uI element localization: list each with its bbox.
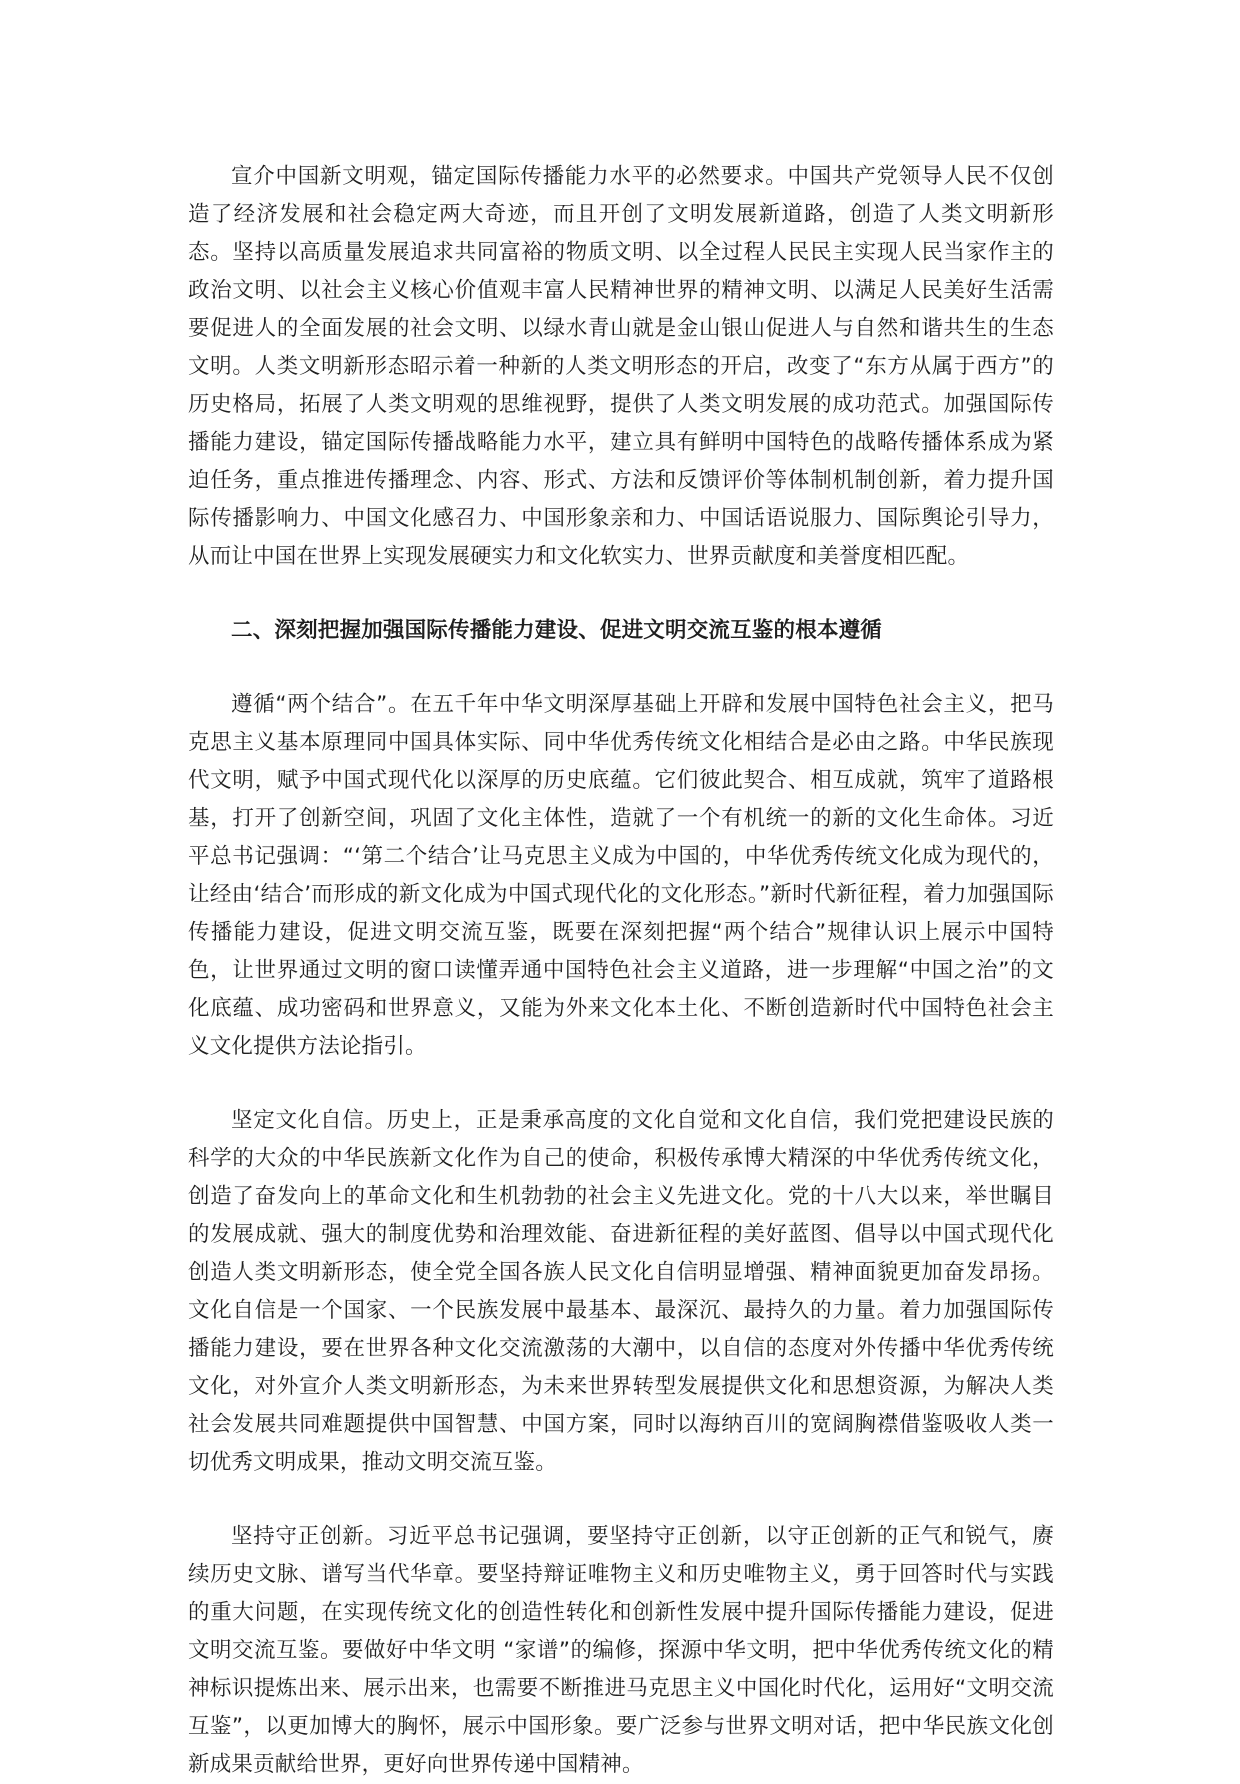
document-body xyxy=(188,158,1054,1784)
paragraph-innovation: 坚持守正创新。习近平总书记强调，要坚持守正创新，以守正创新的正气和锐气，赓续历史文脉、谱写当代华章。要坚持辩证唯物主义和历史唯物主义，勇于回答时代与实践的重大问题，在实现传统文化的创造性转化和创新性发展中提升国际传播能力建设，促进文明交流互鉴。要做好中华文明 “家谱”的编修，探源中华文明，把中华优秀传统文化的精神标识提炼出来、展示出来，也需要不断推进马克思主义中国化时代化，运用好“文明交流互鉴”，以更加博大的胸怀，展示中国形象。要广泛参与世界文明对话，把中华民族文化创新成果贡献给世界，更好向世界传递中国精神。 xyxy=(188,1524,1054,1777)
paragraph-two-combinations: 遵循“两个结合”。在五千年中华文明深厚基础上开辟和发展中国特色社会主义，把马克思主义基本原理同中国具体实际、同中华优秀传统文化相结合是必由之路。中华民族现代文明，赋予中国式现代化以深厚的历史底蕴。它们彼此契合、相互成就，筑牢了道路根基，打开了创新空间，巩固了文化主体性，造就了一个有机统一的新的文化生命体。习近平总书记强调：“‘第二个结合’让马克思主义成为中国的，中华优秀传统文化成为现代的，让经由‘结合’而形成的新文化成为中国式现代化的文化形态。”新时代新征程，着力加强国际传播能力建设，促进文明交流互鉴，既要在深刻把握“两个结合”规律认识上展示中国特色，让世界通过文明的窗口读懂弄通中国特色社会主义道路，进一步理解“中国之治”的文化底蕴、成功密码和世界意义，又能为外来文化本土化、不断创造新时代中国特色社会主义文化提供方法论指引。 xyxy=(188,692,1054,1059)
paragraph-cultural-confidence: 坚定文化自信。历史上，正是秉承高度的文化自觉和文化自信，我们党把建设民族的科学的大众的中华民族新文化作为自己的使命，积极传承博大精深的中华优秀传统文化，创造了奋发向上的革命文化和生机勃勃的社会主义先进文化。党的十八大以来，举世瞩目的发展成就、强大的制度优势和治理效能、奋进新征程的美好蓝图、倡导以中国式现代化创造人类文明新形态，使全党全国各族人民文化自信明显增强、精神面貌更加奋发昂扬。文化自信是一个国家、一个民族发展中最基本、最深沉、最持久的力量。着力加强国际传播能力建设，要在世界各种文化交流激荡的大潮中，以自信的态度对外传播中华优秀传统文化，对外宣介人类文明新形态，为未来世界转型发展提供文化和思想资源，为解决人类社会发展共同难题提供中国智慧、中国方案，同时以海纳百川的宽阔胸襟借鉴吸收人类一切优秀文明成果，推动文明交流互鉴。 xyxy=(188,1108,1054,1475)
paragraph-intro: 宣介中国新文明观，锚定国际传播能力水平的必然要求。中国共产党领导人民不仅创造了经济发展和社会稳定两大奇迹，而且开创了文明发展新道路，创造了人类文明新形态。坚持以高质量发展追求共同富裕的物质文明、以全过程人民民主实现人民当家作主的政治文明、以社会主义核心价值观丰富人民精神世界的精神文明、以满足人民美好生活需要促进人的全面发展的社会文明、以绿水青山就是金山银山促进人与自然和谐共生的生态文明。人类文明新形态昭示着一种新的人类文明形态的开启，改变了“东方从属于西方”的历史格局，拓展了人类文明观的思维视野，提供了人类文明发展的成功范式。加强国际传播能力建设，锚定国际传播战略能力水平，建立具有鲜明中国特色的战略传播体系成为紧迫任务，重点推进传播理念、内容、形式、方法和反馈评价等体制机制创新，着力提升国际传播影响力、中国文化感召力、中国形象亲和力、中国话语说服力、国际舆论引导力，从而让中国在世界上实现发展硬实力和文化软实力、世界贡献度和美誉度相匹配。 xyxy=(188,164,1054,569)
section-heading: 二、深刻把握加强国际传播能力建设、促进文明交流互鉴的根本遵循 xyxy=(231,618,883,643)
